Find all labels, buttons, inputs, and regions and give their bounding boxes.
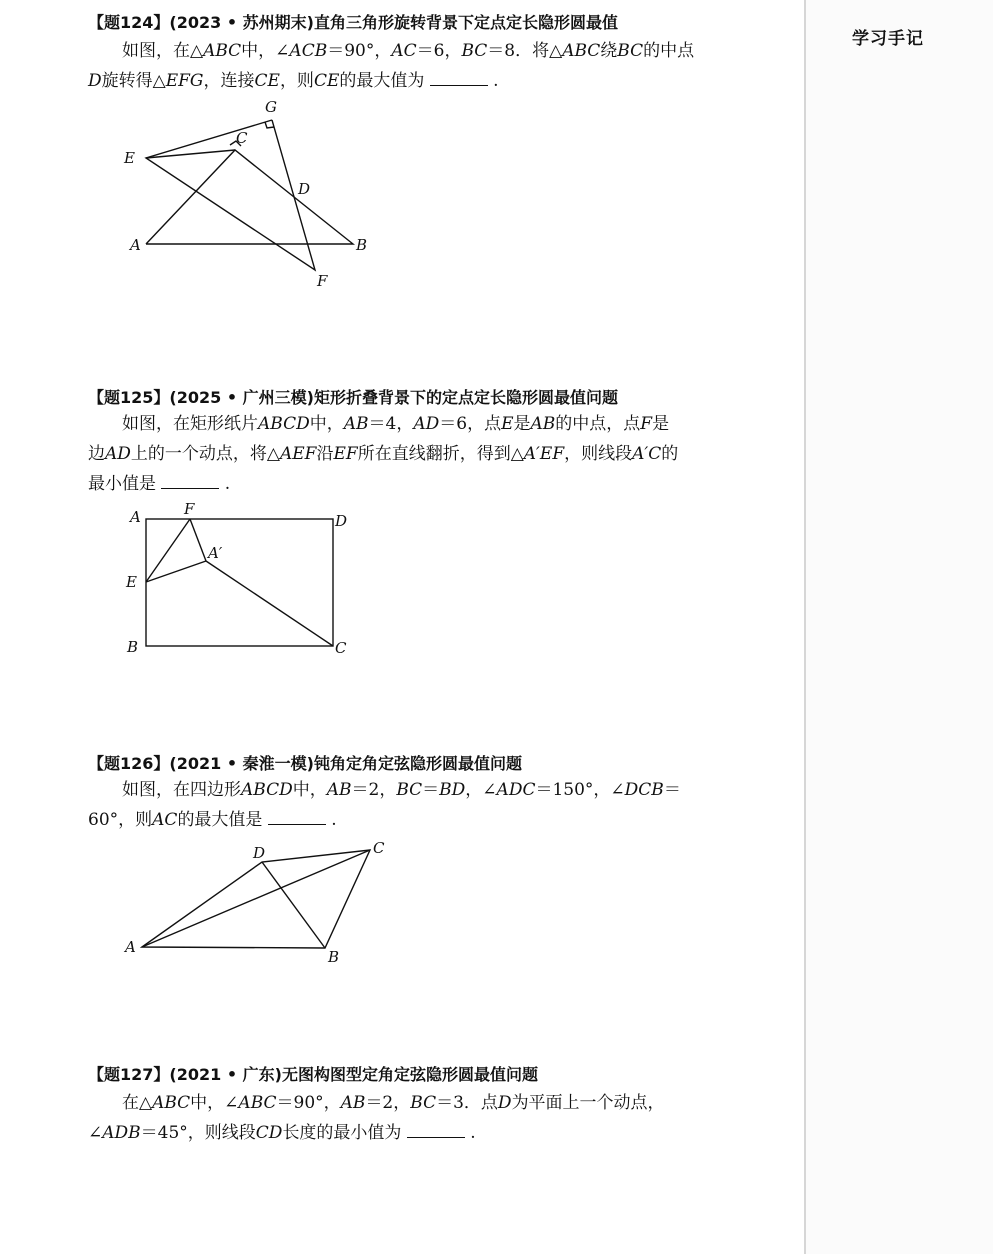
figure-label-d: D bbox=[253, 844, 266, 862]
problem-124-label: 【题124】 bbox=[88, 13, 170, 32]
problem-124-source: (2023 • 苏州期末) bbox=[169, 13, 314, 32]
figure-label-d: D bbox=[335, 512, 348, 530]
problem-127-text: 在△ABC中，∠ABC＝90°，AB＝2，BC＝3．点D为平面上一个动点， ∠ADB＝45°，则线段CD长度的最小值为 . bbox=[88, 1093, 665, 1143]
problem-124-text: 如图，在△ABC中，∠ACB＝90°，AC＝6，BC＝8．将△ABC绕BC的中点 D旋转得△EFG，连接CE，则CE的最大值为 . bbox=[88, 41, 695, 91]
problem-125-header bbox=[88, 385, 618, 408]
problem-126-figure bbox=[120, 836, 390, 970]
figure-label-f: F bbox=[184, 500, 195, 518]
figure-label-a-prime: A′ bbox=[208, 544, 223, 562]
segment-ea-prime bbox=[146, 561, 206, 582]
problem-127-header bbox=[88, 1062, 538, 1085]
segment-fa-prime bbox=[190, 519, 206, 561]
answer-blank bbox=[430, 84, 488, 86]
problem-127-source: (2021 • 广东) bbox=[169, 1065, 282, 1084]
notes-title: 学习手记 bbox=[852, 29, 924, 49]
problem-126-header bbox=[88, 751, 522, 774]
figure-label-c: C bbox=[373, 839, 385, 857]
problem-126-source: (2021 • 秦淮一模) bbox=[169, 754, 314, 773]
figure-label-g: G bbox=[265, 98, 277, 116]
problem-125-topic: 矩形折叠背景下的定点定长隐形圆最值问题 bbox=[313, 388, 618, 407]
problem-126-topic: 钝角定角定弦隐形圆最值问题 bbox=[313, 754, 522, 773]
figure-label-a: A bbox=[130, 236, 141, 254]
problem-124-topic: 直角三角形旋转背景下定点定长隐形圆最值 bbox=[313, 13, 618, 32]
problem-125-source: (2025 • 广州三模) bbox=[169, 388, 314, 407]
problem-125-text: 如图，在矩形纸片ABCD中，AB＝4，AD＝6，点E是AB的中点，点F是 边AD上的一个动点，将△AEF沿EF所在直线翻折，得到△A′EF，则线段A′C的 最小值是 . bbox=[88, 414, 679, 494]
figure-label-e: E bbox=[126, 573, 137, 591]
problem-124-figure bbox=[118, 96, 378, 296]
segment-ef bbox=[146, 519, 190, 582]
triangle-abc bbox=[146, 150, 353, 244]
diagonal-ac bbox=[142, 850, 370, 947]
problem-126-text: 如图，在四边形ABCD中，AB＝2，BC＝BD，∠ADC＝150°，∠DCB＝ 60°，则AC的最大值是 . bbox=[88, 780, 681, 830]
problem-126-label: 【题126】 bbox=[88, 754, 170, 773]
problem-125-label: 【题125】 bbox=[88, 388, 170, 407]
triangle-efg bbox=[146, 120, 315, 270]
problem-127-label: 【题127】 bbox=[88, 1065, 170, 1084]
figure-label-d: D bbox=[298, 180, 311, 198]
figure-label-b: B bbox=[356, 236, 368, 254]
problem-124-header bbox=[88, 10, 618, 33]
problem-125-figure bbox=[122, 500, 362, 660]
answer-blank bbox=[161, 487, 219, 489]
figure-label-b: B bbox=[127, 638, 139, 656]
figure-label-f: F bbox=[317, 272, 328, 290]
figure-label-a: A bbox=[125, 938, 136, 956]
figure-label-c: C bbox=[236, 129, 248, 147]
figure-label-b: B bbox=[328, 948, 340, 966]
figure-label-c: C bbox=[335, 639, 347, 657]
figure-label-e: E bbox=[124, 149, 135, 167]
notes-column bbox=[804, 0, 993, 1254]
diagonal-bd bbox=[262, 862, 325, 948]
figure-label-a: A bbox=[130, 508, 141, 526]
segment-a-prime-c bbox=[206, 561, 333, 646]
problem-127-topic: 无图构图型定角定弦隐形圆最值问题 bbox=[281, 1065, 538, 1084]
answer-blank bbox=[268, 823, 326, 825]
answer-blank bbox=[407, 1136, 465, 1138]
